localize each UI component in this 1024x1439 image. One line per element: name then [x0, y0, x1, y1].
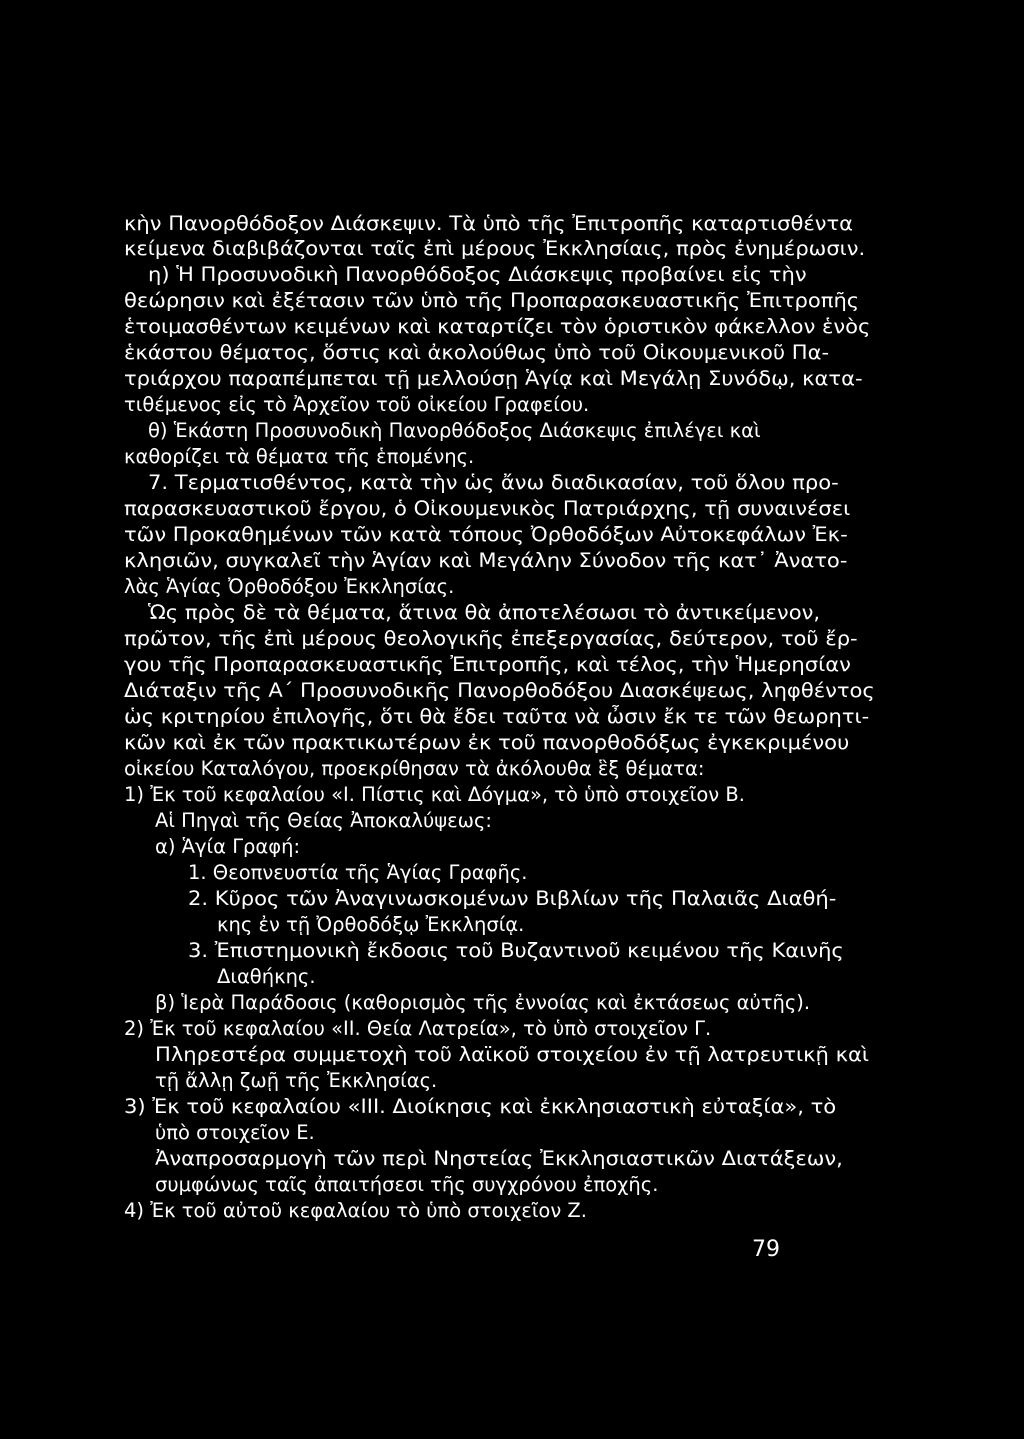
text-line: τριάρχου παραπέμπεται τῇ μελλούσῃ Ἁγίᾳ καὶ Μεγάλῃ Συνόδῳ, κατα-	[124, 367, 863, 390]
list-item: β) Ἱερὰ Παράδοσις (καθορισμὸς τῆς ἐννοίας καὶ ἐκτάσεως αὐτῆς).	[155, 991, 811, 1014]
text-line: πρῶτον, τῆς ἐπὶ μέρους θεολογικῆς ἐπεξεργασίας, δεύτερον, τοῦ ἔρ-	[124, 627, 858, 650]
list-item: 2. Κῦρος τῶν Ἀναγινωσκομένων Βιβλίων τῆς Παλαιᾶς Διαθή-	[188, 887, 837, 910]
text-line: ὑπὸ στοιχεῖον Ε.	[155, 1121, 315, 1144]
text-line: ἑτοιμασθέντων κειμένων καὶ καταρτίζει τὸν ὁριστικὸν φάκελλον ἑνὸς	[124, 315, 871, 338]
text-line: 7. Τερματισθέντος, κατὰ τὴν ὡς ἄνω διαδικασίαν, τοῦ ὅλου προ-	[148, 471, 839, 494]
text-line: Διάταξιν τῆς Α΄ Προσυνοδικῆς Πανορθοδόξου Διασκέψεως, ληφθέντος	[124, 679, 875, 702]
text-line: κείμενα διαβιβάζονται ταῖς ἐπὶ μέρους Ἐκκλησίαις, πρὸς ἐνημέρωσιν.	[124, 237, 866, 260]
text-line: τιθέμενος εἰς τὸ Ἀρχεῖον τοῦ οἰκείου Γραφείου.	[124, 393, 590, 416]
text-line: λὰς Ἁγίας Ὀρθοδόξου Ἐκκλησίας.	[124, 575, 455, 598]
list-item: 1. Θεοπνευστία τῆς Ἁγίας Γραφῆς.	[188, 861, 528, 884]
text-line: Διαθήκης.	[217, 965, 316, 988]
text-line: Ἀναπροσαρμογὴ τῶν περὶ Νηστείας Ἐκκλησιαστικῶν Διατάξεων,	[155, 1147, 843, 1170]
text-line: οἰκείου Καταλόγου, προεκρίθησαν τὰ ἀκόλουθα ἓξ θέματα:	[124, 757, 705, 780]
text-line: γου τῆς Προπαρασκευαστικῆς Ἐπιτροπῆς, καὶ τέλος, τὴν Ἡμερησίαν	[124, 653, 851, 676]
text-line: κλησιῶν, συγκαλεῖ τὴν Ἁγίαν καὶ Μεγάλην Σύνοδον τῆς κατ᾽ Ἀνατο-	[124, 549, 848, 572]
text-line: συμφώνως ταῖς ἀπαιτήσεσι τῆς συγχρόνου ἐποχῆς.	[155, 1173, 659, 1196]
text-line: κὴν Πανορθόδοξον Διάσκεψιν. Τὰ ὑπὸ τῆς Ἐπιτροπῆς καταρτισθέντα	[124, 212, 854, 235]
page-number: 79	[752, 1237, 780, 1262]
list-item: α) Ἁγία Γραφή:	[155, 835, 301, 858]
text-line: Αἱ Πηγαὶ τῆς Θείας Ἀποκαλύψεως:	[155, 809, 493, 832]
text-line: Ὡς πρὸς δὲ τὰ θέματα, ἅτινα θὰ ἀποτελέσωσι τὸ ἀντικείμενον,	[148, 601, 821, 624]
text-line: καθορίζει τὰ θέματα τῆς ἑπομένης.	[124, 445, 475, 468]
list-item: 3. Ἐπιστημονικὴ ἔκδοσις τοῦ Βυζαντινοῦ κειμένου τῆς Καινῆς	[188, 939, 844, 962]
text-line: θεώρησιν καὶ ἐξέτασιν τῶν ὑπὸ τῆς Προπαρασκευαστικῆς Ἐπιτροπῆς	[124, 289, 860, 312]
text-line: ὡς κριτηρίου ἐπιλογῆς, ὅτι θὰ ἔδει ταῦτα νὰ ὦσιν ἔκ τε τῶν θεωρητι-	[124, 705, 870, 728]
text-line: παρασκευαστικοῦ ἔργου, ὁ Οἰκουμενικὸς Πατριάρχης, τῇ συναινέσει	[124, 497, 851, 520]
text-line: τῶν Προκαθημένων τῶν κατὰ τόπους Ὀρθοδόξων Αὐτοκεφάλων Ἐκ-	[124, 523, 848, 546]
list-item: 1) Ἐκ τοῦ κεφαλαίου «Ι. Πίστις καὶ Δόγμα», τὸ ὑπὸ στοιχεῖον Β.	[124, 783, 745, 806]
list-item: 2) Ἐκ τοῦ κεφαλαίου «ΙΙ. Θεία Λατρεία», τὸ ὑπὸ στοιχεῖον Γ.	[124, 1017, 712, 1040]
list-item: 3) Ἐκ τοῦ κεφαλαίου «ΙΙΙ. Διοίκησις καὶ ἐκκλησιαστικὴ εὐταξία», τὸ	[124, 1095, 837, 1118]
text-line: κης ἐν τῇ Ὀρθοδόξῳ Ἐκκλησίᾳ.	[217, 913, 525, 936]
text-line: Πληρεστέρα συμμετοχὴ τοῦ λαϊκοῦ στοιχείου ἐν τῇ λατρευτικῇ καὶ	[155, 1043, 870, 1066]
text-line: η) Ἡ Προσυνοδικὴ Πανορθόδοξος Διάσκεψις προβαίνει εἰς τὴν	[148, 263, 807, 286]
list-item: 4) Ἐκ τοῦ αὐτοῦ κεφαλαίου τὸ ὑπὸ στοιχεῖον Ζ.	[124, 1199, 587, 1222]
text-line: κῶν καὶ ἐκ τῶν πρακτικωτέρων ἐκ τοῦ πανορθοδόξως ἐγκεκριμένου	[124, 731, 850, 754]
text-line: τῇ ἄλλῃ ζωῇ τῆς Ἐκκλησίας.	[155, 1069, 438, 1092]
text-line: ἑκάστου θέματος, ὅστις καὶ ἀκολούθως ὑπὸ τοῦ Οἰκουμενικοῦ Πα-	[124, 341, 830, 364]
text-line: θ) Ἑκάστη Προσυνοδικὴ Πανορθόδοξος Διάσκεψις ἐπιλέγει καὶ	[148, 419, 761, 442]
